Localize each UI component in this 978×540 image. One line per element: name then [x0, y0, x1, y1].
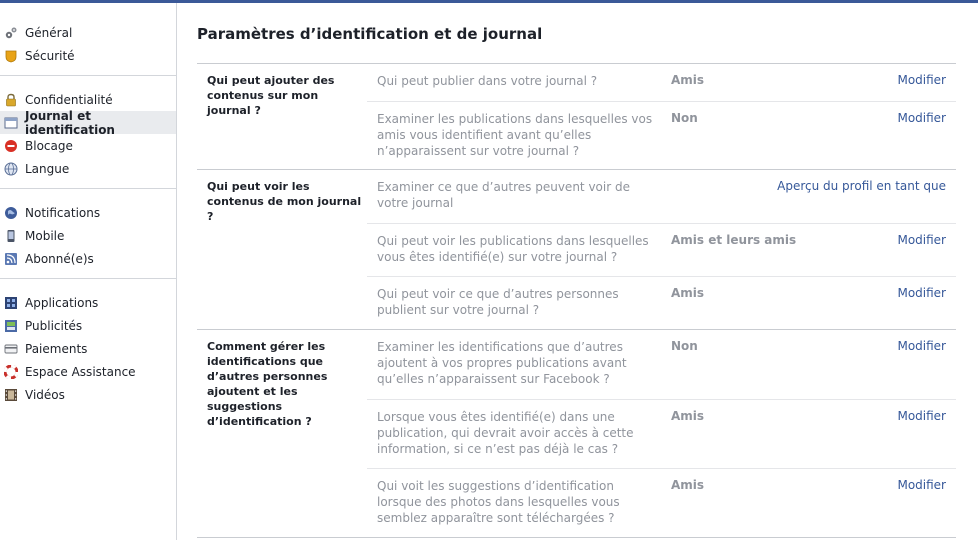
setting-question: Examiner ce que d’autres peuvent voir de votre journal [377, 180, 630, 210]
sidebar-item-label: Mobile [25, 228, 65, 243]
sidebar-item-label: Abonné(e)s [25, 251, 94, 266]
sidebar-divider [0, 75, 176, 76]
block-icon [4, 139, 18, 153]
sidebar-item-label: Publicités [25, 318, 83, 333]
setting-question: Qui peut voir les publications dans lesquelles vous êtes identifié(e) sur votre journal ? [377, 234, 649, 264]
settings-row [367, 101, 956, 171]
view-as-link[interactable]: Aperçu du profil en tant que [777, 179, 946, 193]
sidebar-item-label: Notifications [25, 205, 101, 220]
setting-question: Examiner les publications dans lesquelles vos amis vous identifient avant qu’elles n’apparaissent sur votre journal ? [377, 112, 653, 158]
sidebar-item-ads[interactable] [0, 314, 176, 337]
modify-link[interactable]: Modifier [897, 111, 946, 125]
apps-icon [4, 296, 18, 310]
lifebuoy-icon [4, 365, 18, 379]
setting-value: Amis [671, 478, 705, 492]
setting-question: Qui voit les suggestions d’identification lorsque des photos dans lesquelles vous semblez apparaître sont téléchargées ? [377, 479, 620, 525]
sidebar-item-videos[interactable] [0, 383, 176, 406]
settings-sidebar [0, 3, 177, 540]
settings-row [367, 170, 956, 223]
sidebar-item-label: Journal et identification [25, 108, 115, 137]
setting-value: Amis [671, 286, 705, 300]
sidebar-item-label: Confidentialité [25, 92, 113, 107]
ads-icon [4, 319, 18, 333]
timeline-icon [4, 116, 18, 130]
settings-section-tagging [197, 329, 956, 538]
sidebar-item-blocking[interactable] [0, 134, 176, 157]
sidebar-item-language[interactable] [0, 157, 176, 180]
sidebar-item-security[interactable] [0, 44, 176, 67]
sidebar-item-label: Espace Assistance [25, 364, 136, 379]
sidebar-divider [0, 278, 176, 279]
section-heading: Qui peut voir les contenus de mon journal ? [207, 180, 362, 223]
settings-row [367, 399, 956, 469]
sidebar-item-general[interactable] [0, 21, 176, 44]
setting-question: Qui peut publier dans votre journal ? [377, 74, 598, 88]
page-title: Paramètres d’identification et de journal [197, 25, 543, 43]
settings-row [367, 330, 956, 399]
rss-icon [4, 252, 18, 266]
sidebar-divider [0, 188, 176, 189]
setting-question: Qui peut voir ce que d’autres personnes publient sur votre journal ? [377, 287, 619, 317]
card-icon [4, 342, 18, 356]
sidebar-item-label: Sécurité [25, 48, 75, 63]
modify-link[interactable]: Modifier [897, 233, 946, 247]
setting-value: Non [671, 339, 698, 353]
setting-value: Amis [671, 409, 705, 423]
globe-notif-icon [4, 206, 18, 220]
film-icon [4, 388, 18, 402]
settings-section-timeline-posting [197, 63, 956, 170]
setting-value: Non [671, 111, 698, 125]
setting-question: Examiner les identifications que d’autres ajoutent à vos propres publications avant qu’elles n’apparaissent sur Facebook ? [377, 340, 627, 386]
modify-link[interactable]: Modifier [897, 409, 946, 423]
sidebar-item-mobile[interactable] [0, 224, 176, 247]
globe-icon [4, 162, 18, 176]
sidebar-item-timeline-tagging[interactable] [0, 108, 176, 137]
sidebar-item-label: Général [25, 25, 73, 40]
modify-link[interactable]: Modifier [897, 339, 946, 353]
sidebar-item-notifications[interactable] [0, 201, 176, 224]
modify-link[interactable]: Modifier [897, 286, 946, 300]
sidebar-item-payments[interactable] [0, 337, 176, 360]
sidebar-item-label: Langue [25, 161, 70, 176]
section-heading: Qui peut ajouter des contenus sur mon journal ? [207, 74, 335, 117]
phone-icon [4, 229, 18, 243]
lock-icon [4, 93, 18, 107]
sidebar-item-label: Applications [25, 295, 99, 310]
setting-question: Lorsque vous êtes identifié(e) dans une publication, qui devrait avoir accès à cette information, si ce n’est pas déjà le cas ? [377, 410, 634, 456]
settings-row [367, 276, 956, 331]
setting-value: Amis et leurs amis [671, 233, 797, 247]
modify-link[interactable]: Modifier [897, 478, 946, 492]
setting-value: Amis [671, 73, 705, 87]
sidebar-item-label: Blocage [25, 138, 73, 153]
settings-section-timeline-visibility [197, 169, 956, 330]
modify-link[interactable]: Modifier [897, 73, 946, 87]
settings-row [367, 64, 956, 101]
sidebar-item-apps[interactable] [0, 291, 176, 314]
sidebar-item-label: Vidéos [25, 387, 65, 402]
settings-row [367, 223, 956, 277]
gears-icon [4, 26, 18, 40]
sidebar-item-followers[interactable] [0, 247, 176, 270]
section-heading: Comment gérer les identifications que d’autres personnes ajoutent et les suggestions d’identification ? [207, 340, 328, 428]
sidebar-item-label: Paiements [25, 341, 88, 356]
badge-icon [4, 49, 18, 63]
settings-row [367, 468, 956, 538]
sidebar-item-support[interactable] [0, 360, 176, 383]
